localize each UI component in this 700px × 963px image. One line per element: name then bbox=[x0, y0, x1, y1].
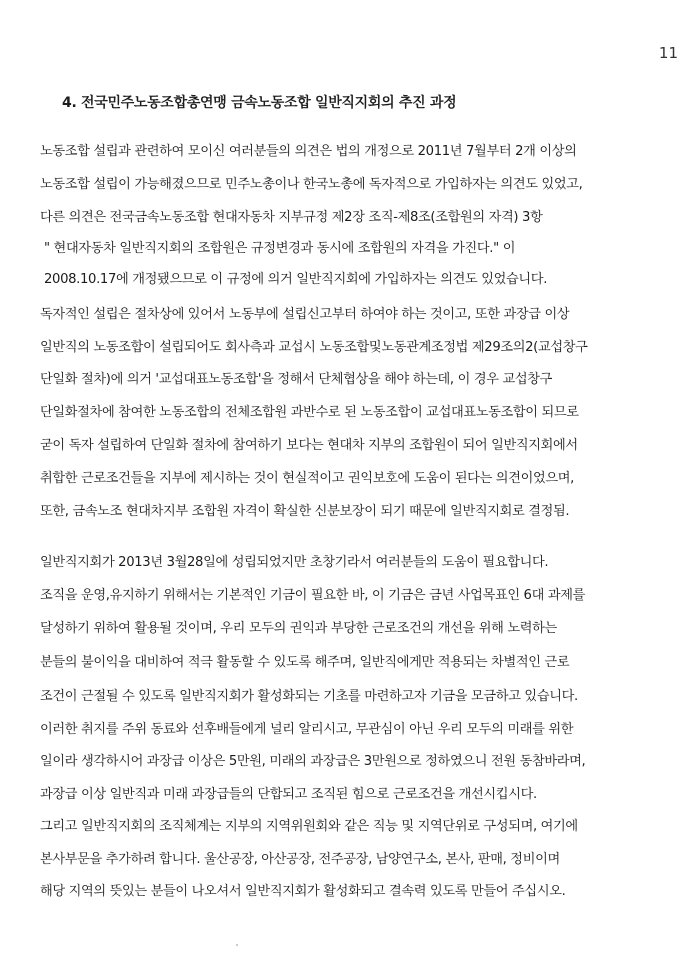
text-line: 그리고 일반직지회의 조직체계는 지부의 지역위원회와 같은 직능 및 지역단위로 구성되며, 여기에 bbox=[40, 819, 578, 834]
text-line: 단일화 절차)에 의거 '교섭대표노동조합'을 정해서 단체협상을 해야 하는데, 이 경우 교섭창구 bbox=[40, 372, 553, 387]
text-line: 다른 의견은 전국금속노동조합 현대자동차 지부규정 제2장 조직-제8조(조합원의 자격) 3항 bbox=[40, 210, 543, 225]
text-line: 단일화절차에 참여한 노동조합의 전체조합원 과반수로 된 노동조합이 교섭대표노동조합이 되므로 bbox=[40, 405, 579, 420]
text-line: 굳이 독자 설립하여 단일화 절차에 참여하기 보다는 현대차 지부의 조합원이 되어 일반직지회에서 bbox=[40, 438, 578, 453]
text-line: 노동조합 설립이 가능해졌으므로 민주노총이나 한국노총에 독자적으로 가입하자는 의견도 있었고, bbox=[40, 177, 583, 192]
text-line: 노동조합 설립과 관련하여 모이신 여러분들의 의견은 법의 개정으로 2011년 7월부터 2개 이상의 bbox=[40, 144, 577, 159]
text-line: 조직을 운영,유지하기 위해서는 기본적인 기금이 필요한 바, 이 기금은 금년 사업목표인 6대 과제를 bbox=[40, 588, 586, 603]
section-heading: 4. 전국민주노동조합총연맹 금속노동조합 일반직지회의 추진 과정 bbox=[62, 95, 457, 111]
text-line: 독자적인 설립은 절차상에 있어서 노동부에 설립신고부터 하여야 하는 것이고, 또한 과장급 이상 bbox=[40, 307, 570, 322]
text-line: 취합한 근로조건들을 지부에 제시하는 것이 현실적이고 권익보호에 도움이 된다는 의견이었으며, bbox=[40, 471, 574, 486]
text-line: 일반직의 노동조합이 설립되어도 회사측과 교섭시 노동조합및노동관계조정법 제29조의2(교섭창구 bbox=[40, 340, 588, 355]
scan-speck bbox=[236, 944, 238, 946]
text-line: 이러한 취지를 주위 동료와 선후배들에게 널리 알리시고, 무관심이 아닌 우리 모두의 미래를 위한 bbox=[40, 722, 574, 737]
text-line: " 현대자동차 일반직지회의 조합원은 규정변경과 동시에 조합원의 자격을 가진다." 이 bbox=[44, 241, 516, 256]
text-line: 과장급 이상 일반직과 미래 과장급들의 단합되고 조직된 힘으로 근로조건을 개선시킵시다. bbox=[40, 787, 537, 802]
text-line: 본사부문을 추가하려 합니다. 울산공장, 아산공장, 전주공장, 남양연구소, 본사, 판매, 정비이며 bbox=[40, 852, 560, 867]
text-line: 달성하기 위하여 활용될 것이며, 우리 모두의 권익과 부당한 근로조건의 개선을 위해 노력하는 bbox=[40, 621, 557, 636]
text-line: 또한, 금속노조 현대차지부 조합원 자격이 확실한 신분보장이 되기 때문에 일반직지회로 결정됨. bbox=[40, 504, 570, 519]
text-line: 일반직지회가 2013년 3월28일에 성립되었지만 초창기라서 여러분들의 도움이 필요합니다. bbox=[40, 555, 549, 570]
text-line: 해당 지역의 뜻있는 분들이 나오셔서 일반직지회가 활성화되고 결속력 있도록 만들어 주십시오. bbox=[40, 884, 566, 899]
page-number: 11 bbox=[658, 44, 678, 62]
text-line: 2008.10.17에 개정됐으므로 이 규정에 의거 일반직지회에 가입하자는 의견도 있었습니다. bbox=[44, 272, 548, 287]
text-line: 일이라 생각하시어 과장급 이상은 5만원, 미래의 과장급은 3만원으로 정하였으니 전원 동참바라며, bbox=[40, 754, 586, 769]
text-line: 조건이 근절될 수 있도록 일반직지회가 활성화되는 기초를 마련하고자 기금을 모금하고 있습니다. bbox=[40, 689, 578, 704]
text-line: 분들의 불이익을 대비하여 적극 활동할 수 있도록 해주며, 일반직에게만 적용되는 차별적인 근로 bbox=[40, 655, 570, 670]
